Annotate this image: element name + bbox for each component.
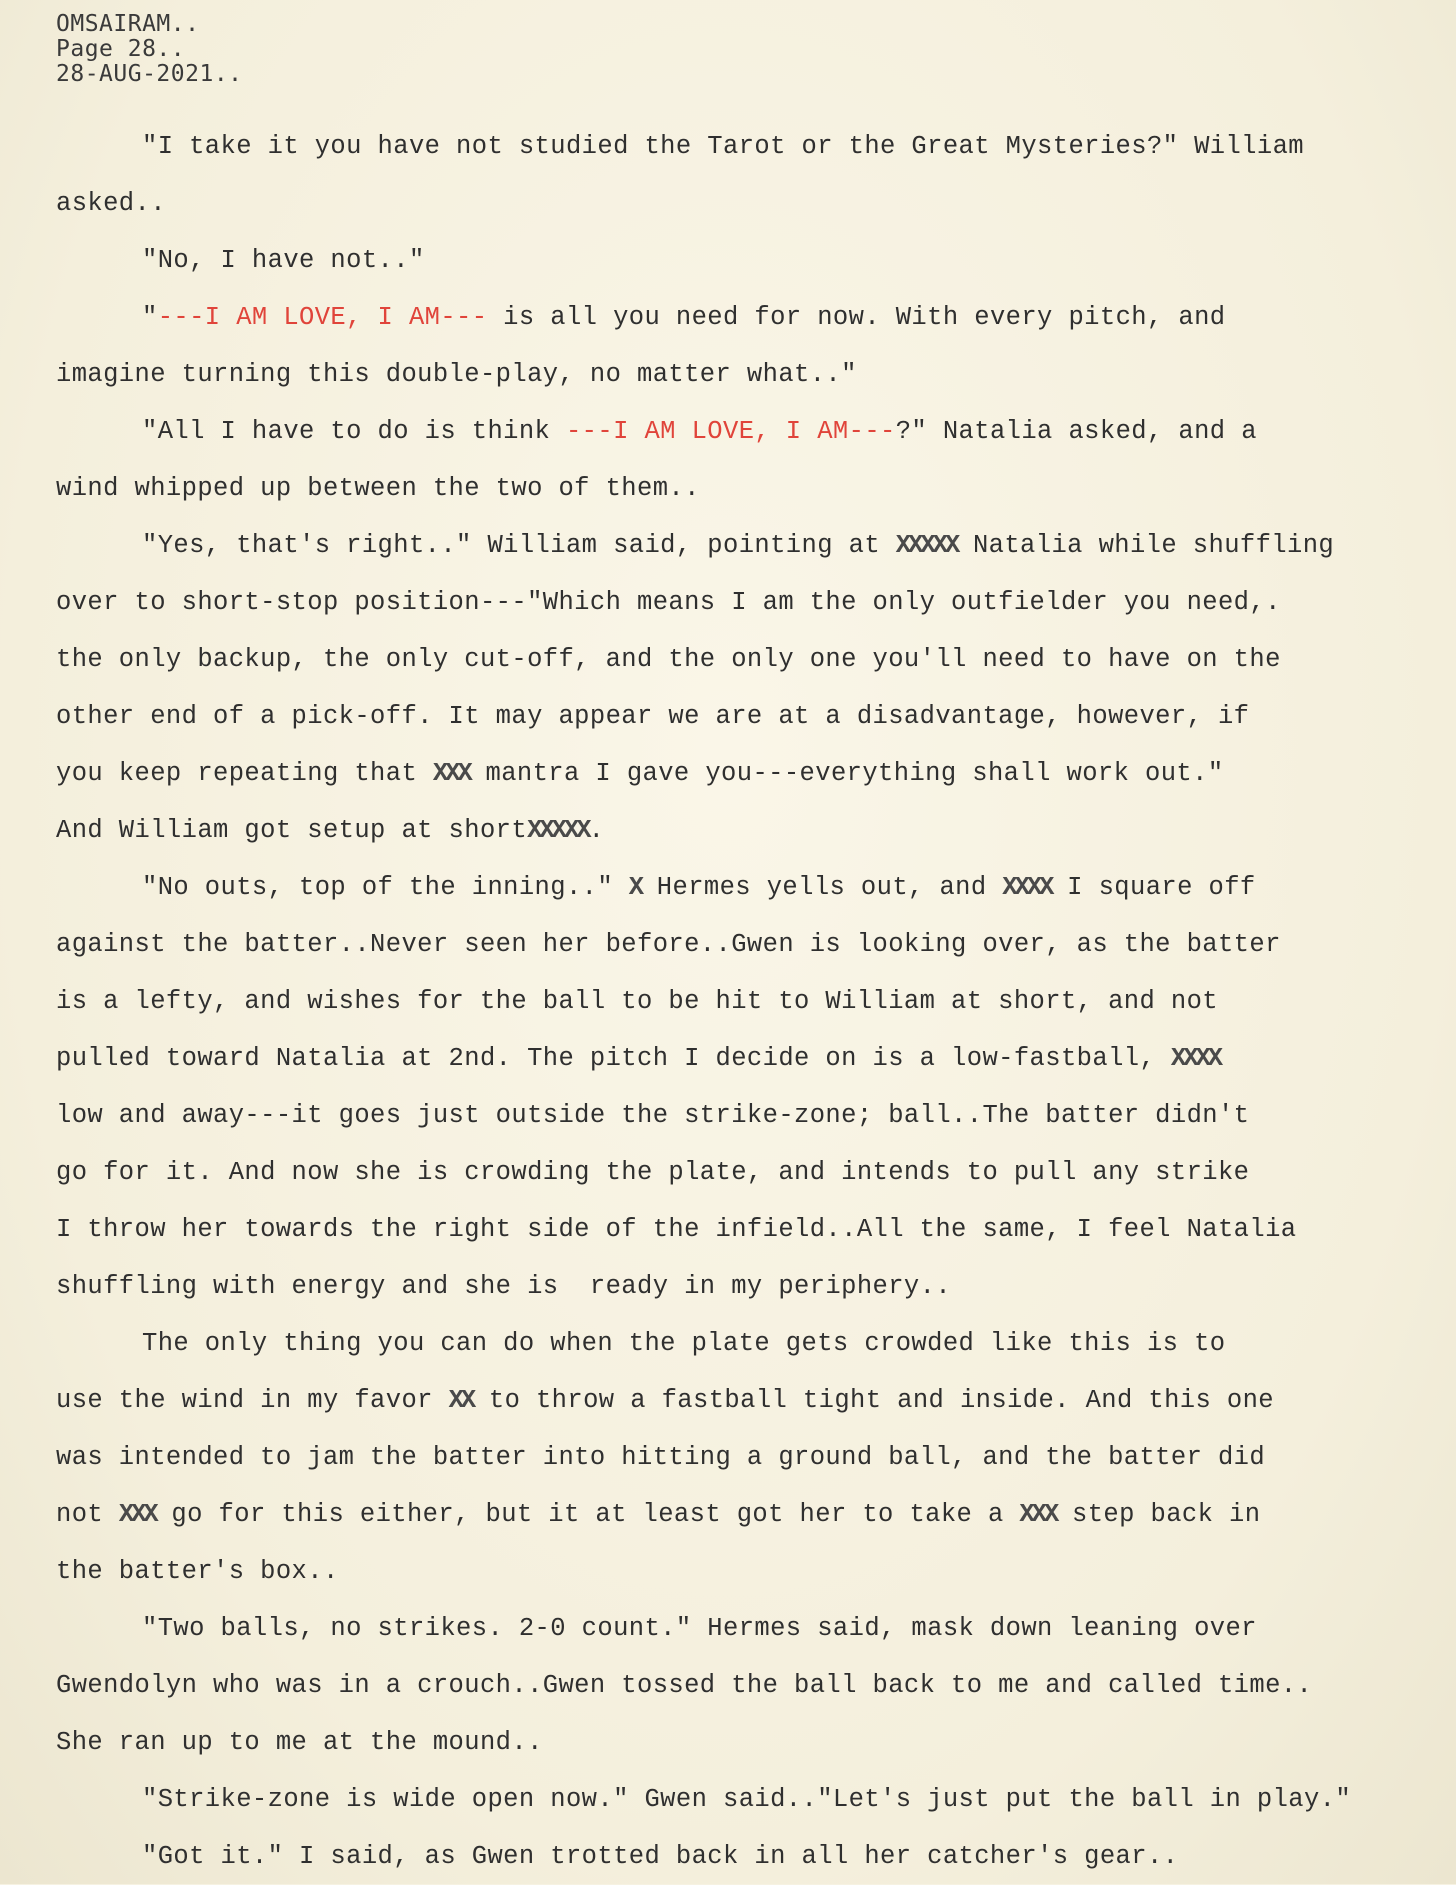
manuscript-body: [56, 118, 1451, 1885]
text-line: Gwendolyn who was in a crouch..Gwen tossed the ball back to me and called time..: [56, 1671, 1313, 1700]
text-line: over to short-stop position---"Which means I am the only outfielder you need,.: [56, 588, 1281, 617]
text-line: "I take it you have not studied the Tarot or the Great Mysteries?" William: [142, 132, 1304, 161]
text-line: I throw her towards the right side of the infield..All the same, I feel Natalia: [56, 1215, 1297, 1244]
text-line: pulled toward Natalia at 2nd. The pitch I decide on is a low-fastball, XXXX: [56, 1044, 1221, 1073]
text-line: "No, I have not..": [142, 246, 425, 275]
text-line: "---I AM LOVE, I AM--- is all you need for now. With every pitch, and: [142, 303, 1226, 332]
text-line: She ran up to me at the mound..: [56, 1728, 543, 1757]
text-line: against the batter..Never seen her before..Gwen is looking over, as the batter: [56, 930, 1281, 959]
page-date: 28-AUG-2021..: [56, 61, 243, 87]
text-line: "Strike-zone is wide open now." Gwen said.."Let's just put the ball in play.": [142, 1785, 1352, 1814]
text-line: low and away---it goes just outside the strike-zone; ball..The batter didn't: [56, 1101, 1250, 1130]
strikeout-mark: XXXX: [1170, 1044, 1221, 1073]
strikeout-mark: XXX: [118, 1500, 156, 1529]
text-line: "Yes, that's right.." William said, pointing at XXXXX Natalia while shuffling: [142, 531, 1335, 560]
text-line: go for it. And now she is crowding the plate, and intends to pull any strike: [56, 1158, 1250, 1187]
text-line: "Two balls, no strikes. 2-0 count." Hermes said, mask down leaning over: [142, 1614, 1257, 1643]
text-line: And William got setup at shortXXXXX.: [56, 816, 605, 845]
text-line: "No outs, top of the inning.." X Hermes yells out, and XXXX I square off: [142, 873, 1256, 902]
text-line: was intended to jam the batter into hitting a ground ball, and the batter did: [56, 1443, 1266, 1472]
text-line: the batter's box..: [56, 1557, 339, 1586]
text-line: wind whipped up between the two of them..: [56, 474, 700, 503]
text-line: the only backup, the only cut-off, and the only one you'll need to have on the: [56, 645, 1281, 674]
strikeout-mark: XXXX: [1002, 873, 1052, 902]
red-mantra-text: ---I AM LOVE, I AM---: [157, 303, 488, 332]
page-number: Page 28..: [56, 36, 186, 62]
strikeout-mark: XXXXX: [527, 816, 589, 845]
text-line: shuffling with energy and she is ready in my periphery..: [56, 1272, 952, 1301]
header-title: OMSAIRAM..: [56, 11, 200, 37]
strikeout-mark: XXX: [432, 759, 470, 788]
text-line: "Got it." I said, as Gwen trotted back in all her catcher's gear..: [142, 1842, 1179, 1871]
strikeout-mark: XXXXX: [895, 531, 958, 560]
page-header: [56, 12, 243, 87]
text-line: other end of a pick-off. It may appear we are at a disadvantage, however, if: [56, 702, 1250, 731]
text-line: use the wind in my favor XX to throw a fastball tight and inside. And this one: [56, 1386, 1274, 1415]
strikeout-mark: XXX: [1019, 1500, 1057, 1529]
text-line: The only thing you can do when the plate gets crowded like this is to: [142, 1329, 1226, 1358]
strikeout-mark: X: [628, 873, 642, 902]
text-line: "All I have to do is think ---I AM LOVE, I AM---?" Natalia asked, and a: [142, 417, 1257, 446]
text-line: you keep repeating that XXX mantra I gave you---everything shall work out.": [56, 759, 1224, 788]
text-line: not XXX go for this either, but it at least got her to take a XXX step back in: [56, 1500, 1261, 1529]
text-line: is a lefty, and wishes for the ball to be hit to William at short, and not: [56, 987, 1218, 1016]
red-mantra-text: ---I AM LOVE, I AM---: [565, 417, 896, 446]
text-line: asked..: [56, 189, 166, 218]
strikeout-mark: XX: [448, 1386, 474, 1415]
text-line: imagine turning this double-play, no matter what..": [56, 360, 857, 389]
